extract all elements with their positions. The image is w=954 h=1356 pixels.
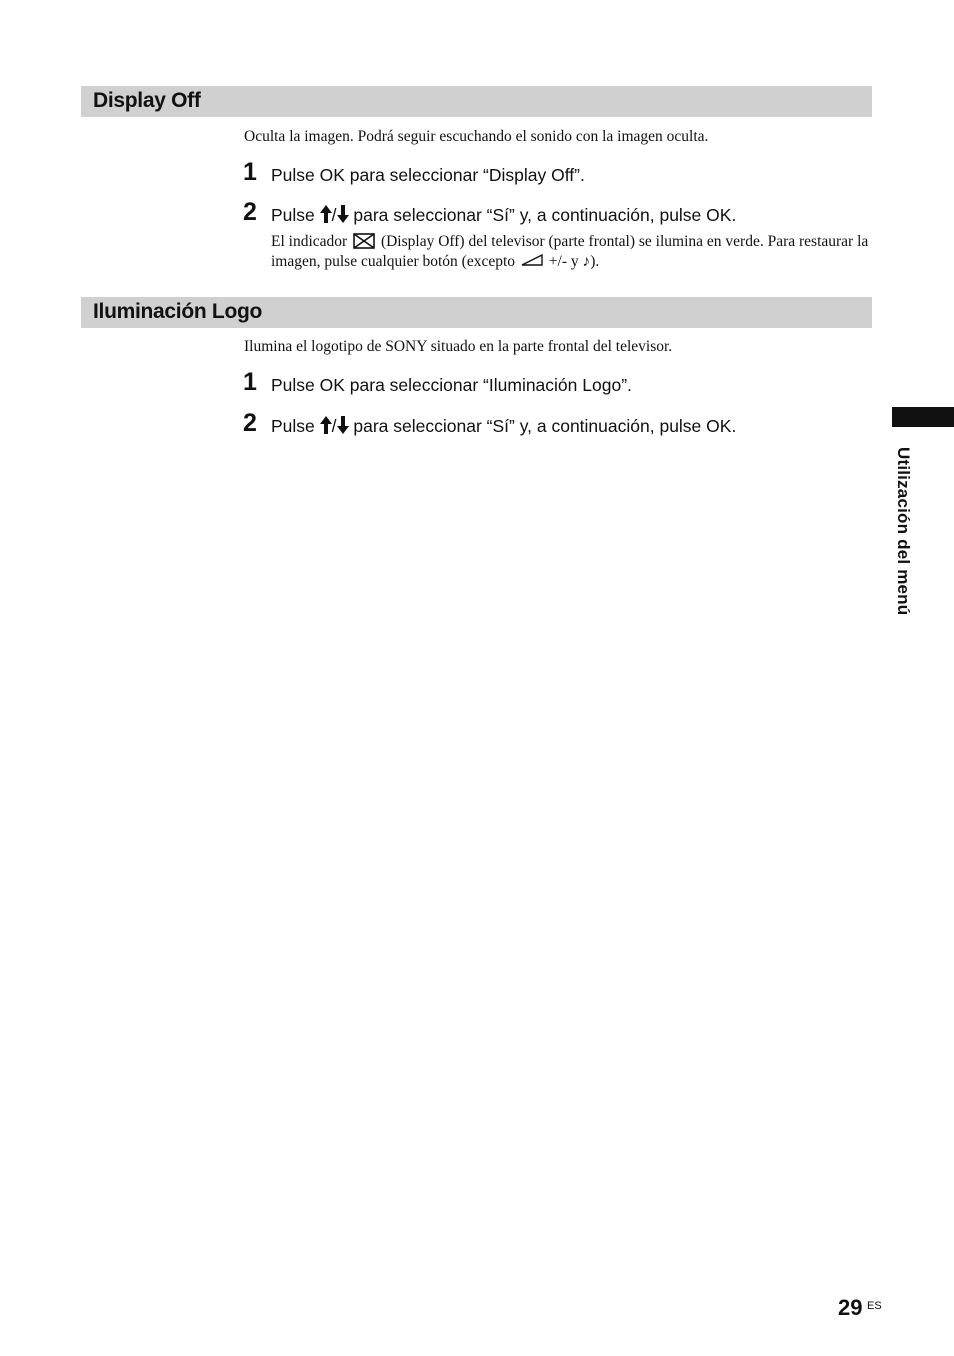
step-number: 1 bbox=[243, 158, 257, 186]
step-text-pre: Pulse bbox=[271, 416, 320, 436]
up-arrow-icon bbox=[320, 205, 332, 223]
step-text-pre: Pulse bbox=[271, 205, 320, 225]
section-intro: Oculta la imagen. Podrá seguir escuchando el sonido con la imagen oculta. bbox=[244, 128, 709, 145]
step-text-post: para seleccionar “Sí” y, a continuación, pulse OK. bbox=[348, 205, 737, 225]
section-header-iluminacion-logo bbox=[81, 297, 872, 328]
step-note bbox=[271, 232, 871, 272]
chapter-tab bbox=[892, 407, 954, 427]
down-arrow-icon bbox=[337, 205, 349, 223]
step-text: Pulse OK para seleccionar “Display Off”. bbox=[271, 165, 585, 185]
step-text-sep: / bbox=[331, 416, 337, 436]
note-text: (Display Off) del televisor (parte frontal) se ilumina en verde. Para restaurar la imagen, pulse cualquier botón (excepto bbox=[271, 233, 869, 270]
step-text bbox=[271, 415, 736, 437]
step-number: 2 bbox=[243, 409, 257, 437]
step-text-post: para seleccionar “Sí” y, a continuación, pulse OK. bbox=[348, 416, 737, 436]
down-arrow-icon bbox=[337, 416, 349, 434]
display-off-icon bbox=[353, 233, 375, 249]
step-number: 1 bbox=[243, 368, 257, 396]
up-arrow-icon bbox=[320, 416, 332, 434]
step-number: 2 bbox=[243, 198, 257, 226]
chapter-label: Utilización del menú bbox=[894, 447, 913, 616]
step-text bbox=[271, 204, 736, 226]
page-number: 29 bbox=[838, 1295, 863, 1320]
note-text: ). bbox=[590, 253, 600, 270]
volume-icon bbox=[521, 254, 543, 266]
section-title: Display Off bbox=[93, 89, 201, 112]
section-title: Iluminación Logo bbox=[93, 300, 263, 323]
note-text: +/- y bbox=[544, 253, 583, 270]
note-text: El indicador bbox=[271, 233, 352, 250]
music-note-icon: ♪ bbox=[582, 253, 591, 270]
step-text-sep: / bbox=[331, 205, 337, 225]
section-header-display-off bbox=[81, 86, 872, 117]
section-intro: Ilumina el logotipo de SONY situado en la parte frontal del televisor. bbox=[244, 338, 673, 355]
step-text: Pulse OK para seleccionar “Iluminación Logo”. bbox=[271, 375, 632, 395]
page-language: ES bbox=[867, 1300, 882, 1312]
